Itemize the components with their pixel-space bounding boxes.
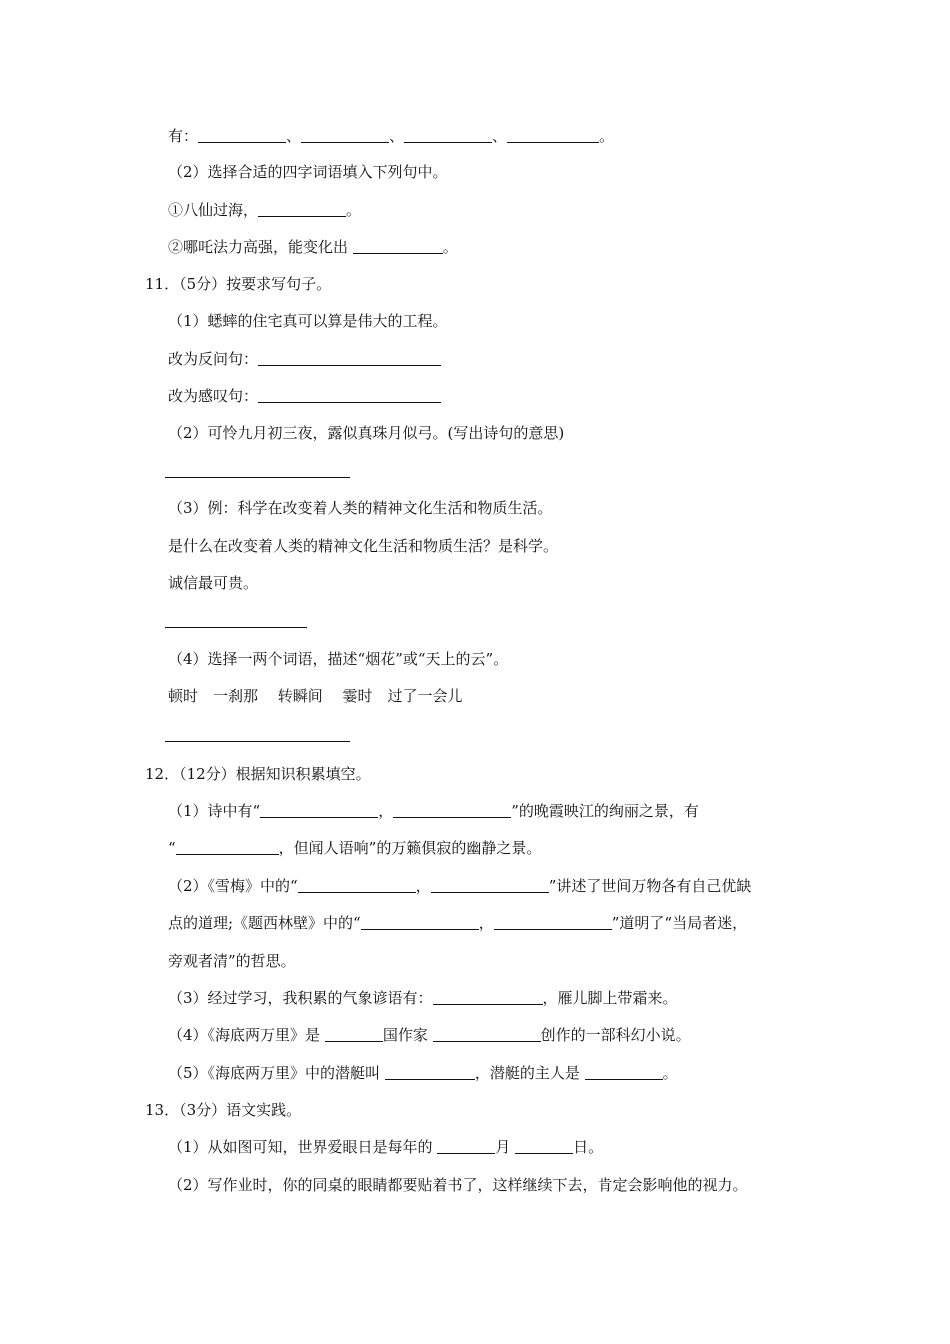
q11-3-sentence: 诚信最可贵。 [168,574,259,592]
q11-3-prompt: （3）例：科学在改变着人类的精神文化生活和物质生活。 [168,499,553,517]
q11-title: 11．（5分）按要求写句子。 [145,275,332,293]
text: 日。 [573,1138,604,1156]
text: 、 [286,127,302,145]
q10-2-item-2 [168,237,458,257]
text: ①八仙过海， [168,201,259,219]
q11-2-prompt: （2）可怜九月初三夜，露似真珠月似弓。(写出诗句的意思) [168,424,565,442]
text: （2）《雪梅》中的“ [168,877,298,895]
q11-4-words: 顿时 一刹那 转瞬间 霎时 过了一会儿 [168,687,463,705]
text: 月 [495,1138,516,1156]
text: 改为反问句： [168,350,259,368]
text: （1）诗中有“ [168,802,261,820]
text: 点的道理;《题西林壁》中的“ [168,914,361,932]
text: ”的晚霞映江的绚丽之景，有 [511,802,699,820]
blank[interactable] [298,876,416,893]
answer-underline[interactable] [165,627,307,628]
answer-underline[interactable] [165,741,350,742]
text: 。 [662,1064,678,1082]
q12-1-line-a [168,801,699,821]
text: ，潜艇的主人是 [474,1064,585,1082]
q12-1-line-b [168,838,541,858]
q13-2: （2）写作业时，你的同桌的眼睛都要贴着书了，这样继续下去，肯定会影响他的视力。 [168,1176,748,1194]
text: 。 [346,201,362,219]
text: ，但闻人语响”的万籁俱寂的幽静之景。 [278,839,542,857]
q10-2-item-1 [168,200,361,220]
text: ②哪吒法力高强，能变化出 [168,238,349,256]
blank[interactable] [258,386,441,403]
blank[interactable] [585,1063,663,1080]
q12-4 [168,1025,691,1045]
text: ”讲述了世间万物各有自己优缺 [548,877,752,895]
text: （4）《海底两万里》是 [168,1026,325,1044]
blank[interactable] [433,1025,541,1042]
text: （3）经过学习，我积累的气象谚语有： [168,989,433,1007]
q13-title: 13．（3分）语文实践。 [145,1101,302,1119]
q12-2-line-b [168,913,747,933]
q12-3 [168,988,678,1008]
text: 国作家 [382,1026,433,1044]
blank[interactable] [301,126,389,143]
answer-underline[interactable] [165,477,350,478]
blank[interactable] [176,838,279,855]
q11-1-exclamation [168,386,441,406]
blank[interactable] [258,349,441,366]
blank[interactable] [507,126,599,143]
q10-2-prompt: （2）选择合适的四字词语填入下列句中。 [168,163,448,181]
q11-3-example: 是什么在改变着人类的精神文化生活和物质生活？是科学。 [168,537,559,555]
blank[interactable] [260,801,378,818]
text: 改为感叹句： [168,387,259,405]
q12-title: 12．（12分）根据知识积累填空。 [145,765,371,783]
blank[interactable] [361,913,479,930]
text: 有： [168,127,199,145]
blank[interactable] [431,876,549,893]
text: ，雁儿脚上带霜来。 [542,989,678,1007]
blank[interactable] [198,126,286,143]
q12-2-line-c: 旁观者清”的哲思。 [168,952,296,970]
q10-answer-line [168,126,614,146]
q12-5 [168,1063,678,1083]
text: 创作的一部科幻小说。 [540,1026,691,1044]
blank[interactable] [515,1137,573,1154]
q11-4-prompt: （4）选择一两个词语，描述“烟花”或“天上的云”。 [168,650,509,668]
text: ， [478,914,494,932]
text: 、 [492,127,508,145]
blank[interactable] [385,1063,475,1080]
text: 。 [442,238,458,256]
blank[interactable] [433,988,543,1005]
blank[interactable] [325,1025,383,1042]
blank[interactable] [393,801,511,818]
q12-2-line-a [168,876,751,896]
text: ”道明了“当局者迷， [611,914,748,932]
text: ， [415,877,431,895]
blank[interactable] [258,200,346,217]
text: 。 [599,127,615,145]
text: （5）《海底两万里》中的潜艇叫 [168,1064,385,1082]
text: ， [378,802,394,820]
q13-1 [168,1137,603,1157]
q11-1-prompt: （1）蟋蟀的住宅真可以算是伟大的工程。 [168,312,448,330]
text: （1）从如图可知，世界爱眼日是每年的 [168,1138,438,1156]
text: “ [168,839,176,857]
text: 、 [389,127,405,145]
blank[interactable] [353,237,443,254]
q11-1-rhetorical [168,349,441,369]
blank[interactable] [437,1137,495,1154]
blank[interactable] [494,913,612,930]
blank[interactable] [404,126,492,143]
